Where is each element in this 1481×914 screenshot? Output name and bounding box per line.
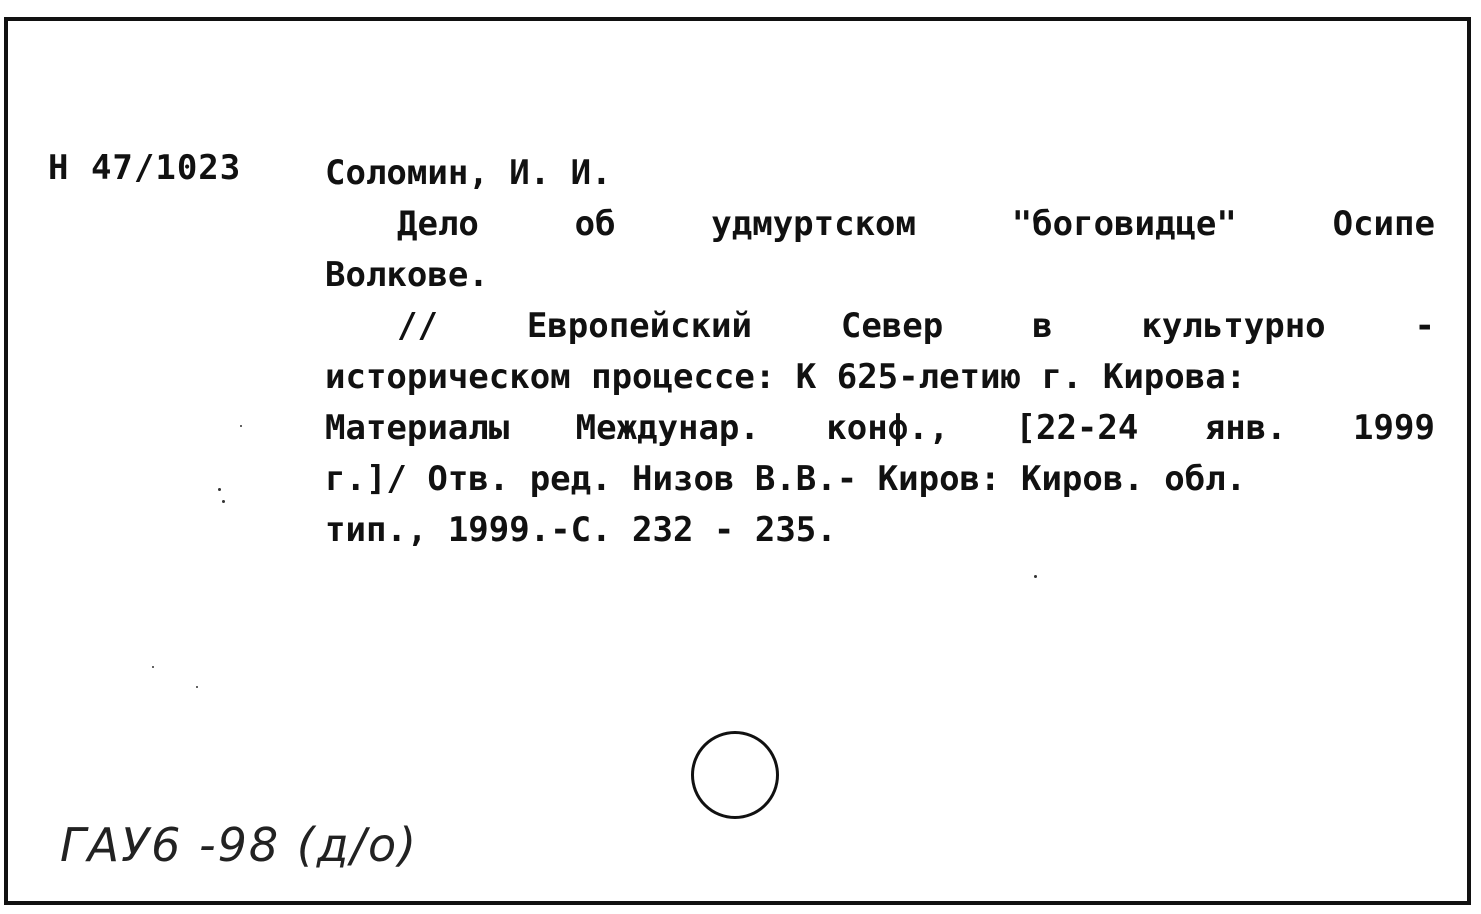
source-line-5: тип., 1999.-С. 232 - 235. xyxy=(325,510,837,550)
scan-speck xyxy=(218,488,221,491)
source-word: культурно xyxy=(1141,306,1326,346)
scan-speck xyxy=(222,500,225,503)
source-word: Север xyxy=(840,306,944,346)
title-line-2: Волкове. xyxy=(325,255,489,295)
source-word: в xyxy=(1032,306,1053,346)
source-word: Междунар. xyxy=(575,408,760,448)
source-word: конф., xyxy=(826,408,950,448)
source-line-4: г.]/ Отв. ред. Низов В.В.- Киров: Киров. обл. xyxy=(325,459,1247,499)
title-word: "боговидце" xyxy=(1011,204,1237,244)
source-word: янв. xyxy=(1204,408,1287,448)
source-word: Европейский xyxy=(526,306,752,346)
handwritten-note: ГАУ6 -98 (д/о) xyxy=(60,818,419,872)
source-line-1 xyxy=(325,301,1435,352)
title-word: Осипе xyxy=(1332,204,1435,244)
bibliographic-entry xyxy=(325,148,1435,556)
source-word: - xyxy=(1414,306,1435,346)
source-word: // xyxy=(397,306,438,346)
scan-speck xyxy=(240,425,242,427)
title-word: Дело xyxy=(397,204,479,244)
source-word: 1999 xyxy=(1353,408,1435,448)
source-word: [22-24 xyxy=(1015,408,1139,448)
scan-speck xyxy=(196,686,198,688)
scan-speck xyxy=(1034,575,1037,578)
shelfmark: Н 47/1023 xyxy=(48,148,242,188)
scan-speck xyxy=(152,666,154,668)
punch-hole xyxy=(691,731,779,819)
title-word: об xyxy=(574,204,616,244)
title-line-1 xyxy=(325,199,1435,250)
author-line: Соломин, И. И. xyxy=(325,153,612,193)
source-line-3 xyxy=(325,403,1435,454)
source-word: Материалы xyxy=(325,408,510,448)
source-line-2: историческом процессе: К 625-летию г. Кирова: xyxy=(325,357,1247,397)
title-word: удмуртском xyxy=(711,204,916,244)
